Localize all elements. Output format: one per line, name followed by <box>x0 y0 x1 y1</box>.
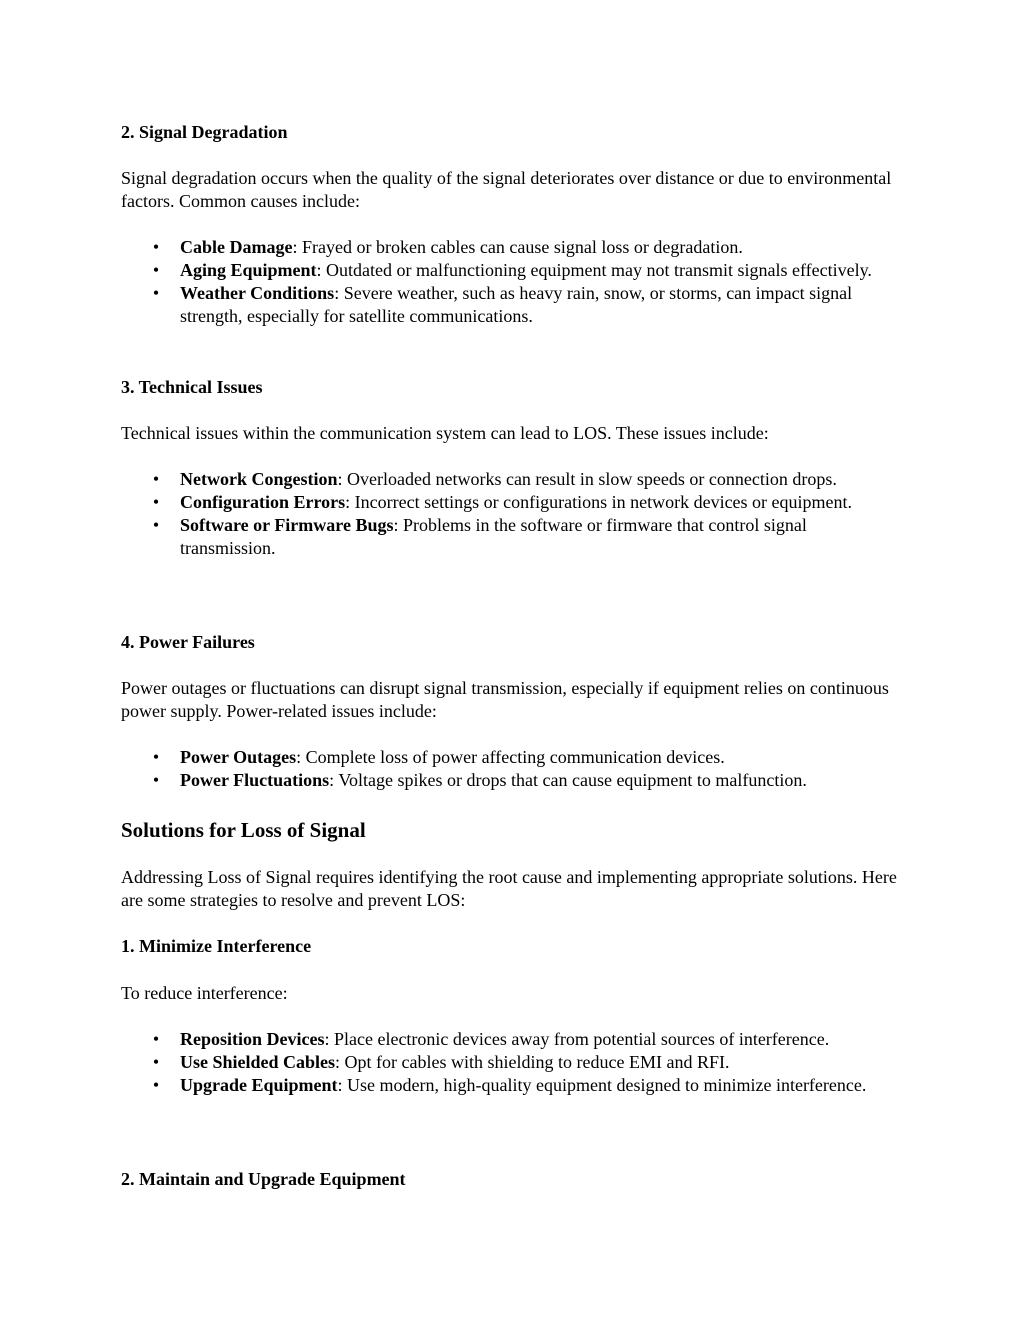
list-item <box>121 282 901 328</box>
bullet-icon: • <box>152 747 160 767</box>
list-item <box>121 468 901 491</box>
list-item-term: Network Congestion <box>180 469 338 489</box>
paragraph: Technical issues within the communication system can lead to LOS. These issues include: <box>121 423 769 443</box>
paragraph: To reduce interference: <box>121 983 288 1003</box>
bullet-icon: • <box>152 260 160 280</box>
list-item-text: : Outdated or malfunctioning equipment may not transmit signals effectively. <box>316 260 872 280</box>
list-item-term: Power Outages <box>180 747 297 767</box>
list-item-term: Power Fluctuations <box>180 770 330 790</box>
list-item-term: Weather Conditions <box>180 283 335 303</box>
list-item-text: : Problems in the software or firmware that control signal transmission. <box>180 515 807 558</box>
bullet-list <box>121 236 901 328</box>
section-heading: 2. Maintain and Upgrade Equipment <box>121 1169 406 1189</box>
list-item-text: : Frayed or broken cables can cause signal loss or degradation. <box>292 237 743 257</box>
list-item-text: : Place electronic devices away from potential sources of interference. <box>324 1029 830 1049</box>
bullet-icon: • <box>152 469 160 489</box>
section-heading: 1. Minimize Interference <box>121 936 312 956</box>
list-item-term: Upgrade Equipment <box>180 1075 338 1095</box>
list-item-term: Configuration Errors <box>180 492 346 512</box>
section-heading: 4. Power Failures <box>121 632 255 652</box>
list-item-term: Use Shielded Cables <box>180 1052 336 1072</box>
list-item <box>121 514 901 560</box>
bullet-icon: • <box>152 770 160 790</box>
list-item-text: : Severe weather, such as heavy rain, snow, or storms, can impact signal strength, especially for satellite communications. <box>180 283 853 326</box>
list-item <box>121 1051 901 1074</box>
list-item-term: Reposition Devices <box>180 1029 325 1049</box>
bullet-list <box>121 468 901 560</box>
list-item <box>121 1028 901 1051</box>
paragraph: Power outages or fluctuations can disrupt signal transmission, especially if equipment relies on continuous power supply. Power-related issues include: <box>121 678 889 721</box>
bullet-icon: • <box>152 515 160 535</box>
list-item <box>121 236 901 259</box>
list-item-text: : Use modern, high-quality equipment designed to minimize interference. <box>337 1075 867 1095</box>
bullet-icon: • <box>152 1029 160 1049</box>
bullet-list <box>121 746 901 792</box>
list-item-term: Software or Firmware Bugs <box>180 515 394 535</box>
list-item <box>121 259 901 282</box>
list-item-text: : Voltage spikes or drops that can cause equipment to malfunction. <box>329 770 807 790</box>
paragraph: Addressing Loss of Signal requires identifying the root cause and implementing appropriate solutions. Here are some strategies to resolve and prevent LOS: <box>121 867 897 910</box>
bullet-icon: • <box>152 1075 160 1095</box>
bullet-icon: • <box>152 283 160 303</box>
bullet-list <box>121 1028 901 1097</box>
list-item <box>121 769 901 792</box>
section-heading: 2. Signal Degradation <box>121 122 288 142</box>
section-heading: 3. Technical Issues <box>121 377 263 397</box>
list-item-text: : Opt for cables with shielding to reduce EMI and RFI. <box>335 1052 730 1072</box>
bullet-icon: • <box>152 1052 160 1072</box>
list-item-text: : Complete loss of power affecting communication devices. <box>296 747 725 767</box>
paragraph: Signal degradation occurs when the quality of the signal deteriorates over distance or due to environmental factors. Common causes include: <box>121 168 892 211</box>
list-item-term: Aging Equipment <box>180 260 317 280</box>
bullet-icon: • <box>152 492 160 512</box>
list-item-text: : Incorrect settings or configurations in network devices or equipment. <box>345 492 853 512</box>
list-item-term: Cable Damage <box>180 237 293 257</box>
bullet-icon: • <box>152 237 160 257</box>
list-item-text: : Overloaded networks can result in slow speeds or connection drops. <box>337 469 837 489</box>
main-heading: Solutions for Loss of Signal <box>121 818 366 842</box>
list-item <box>121 491 901 514</box>
list-item <box>121 746 901 769</box>
list-item <box>121 1074 901 1097</box>
